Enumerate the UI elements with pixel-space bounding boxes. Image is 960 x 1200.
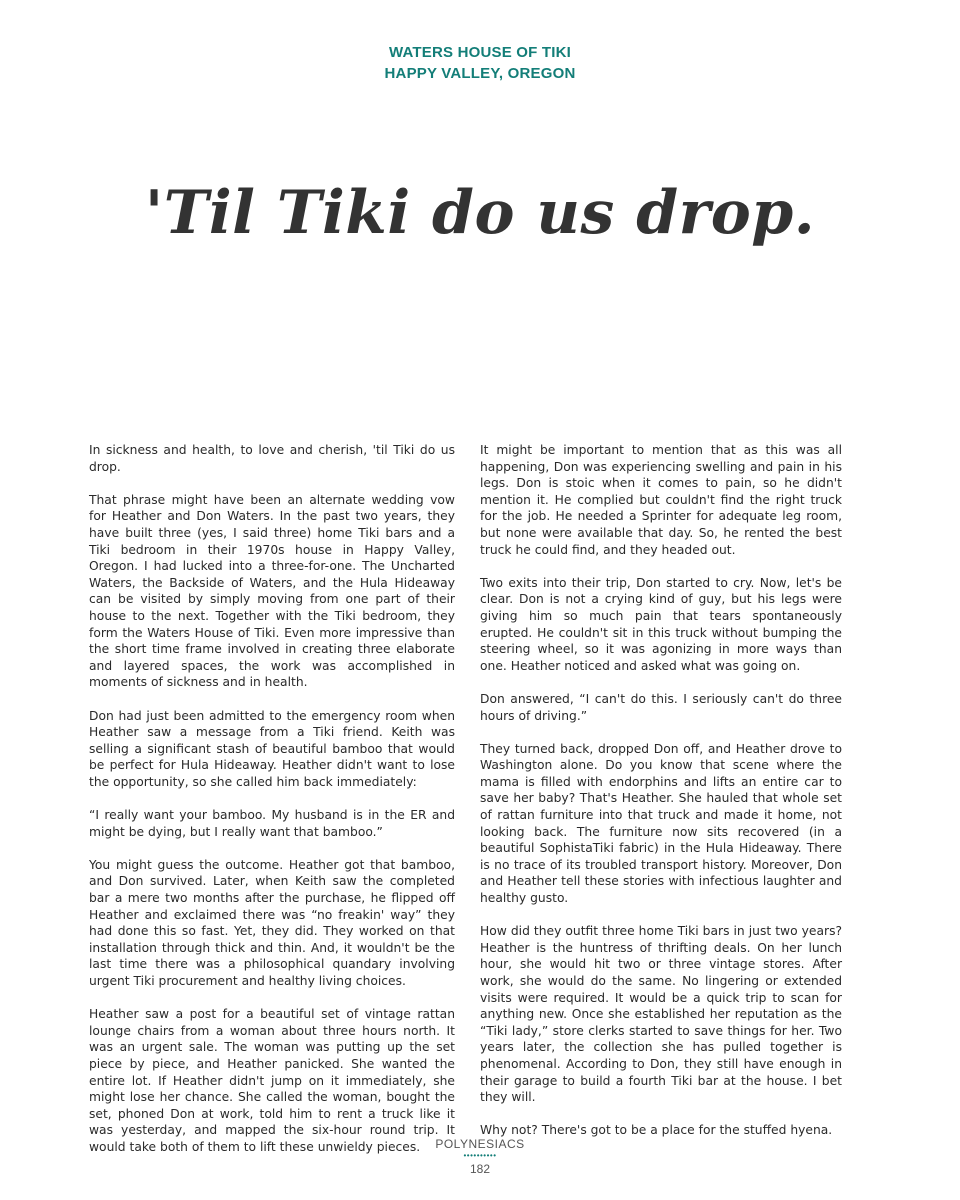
page-number: 182 [469, 1162, 491, 1176]
header-location-name: WATERS HOUSE OF TIKI [388, 44, 572, 61]
page-footer [0, 1136, 960, 1177]
paragraph: “I really want your bamboo. My husband is in the ER and might be dying, but I really want that bamboo.” [89, 808, 455, 839]
publication-name: POLYNESIACS [435, 1137, 525, 1151]
article-title: 'Til Tiki do us drop. [144, 178, 816, 248]
paragraph: In sickness and health, to love and cherish, 'til Tiki do us drop. [89, 443, 455, 474]
paragraph: Heather saw a post for a beautiful set of vintage rattan lounge chairs from a woman about three hours north. It was an urgent sale. The woman was putting up the set piece by piece, and Heather panicked. She wanted the entire lot. If Heather didn't jump on it immediately, she might lose her chance. She called the woman, bought the set, phoned Don at work, told him to rent a truck like it was yesterday, and mapped the six-hour round trip. It would take both of them to lift these unwieldy pieces. [89, 1007, 455, 1154]
paragraph: Why not? There's got to be a place for the stuffed hyena. [480, 1123, 833, 1138]
paragraph: It might be important to mention that as this was all happening, Don was experiencing swelling and pain in his legs. Don is stoic when it comes to pain, so he didn't mention it. He complied but couldn't find the right truck for the job. He needed a Sprinter for adequate leg room, but none were available that day. So, he rented the best truck he could find, and they headed out. [480, 443, 842, 557]
article-column-right [480, 442, 842, 1139]
paragraph: How did they outfit three home Tiki bars in just two years? Heather is the huntress of thrifting deals. On her lunch hour, she would hit two or three vintage stores. After work, she would do the same. No lingering or extended visits were required. It would be a quick trip to scan for anything new. Once she established her reputation as the “Tiki lady,” store clerks started to save things for her. Two years later, the collection she has pulled together is phenomenal. According to Don, they still have enough in their garage to build a fourth Tiki bar at the house. I bet they will. [480, 924, 842, 1105]
paragraph: Two exits into their trip, Don started to cry. Now, let's be clear. Don is not a crying kind of guy, but his legs were giving him so much pain that tears spontaneously erupted. He couldn't sit in this truck without bumping the steering wheel, so it was agonizing in more ways than one. Heather noticed and asked what was going on. [480, 575, 842, 673]
paragraph: You might guess the outcome. Heather got that bamboo, and Don survived. Later, when Keith saw the completed bar a mere two months after the purchase, he flipped off Heather and exclaimed there was “no freakin' way” they had done this so fast. Yet, they did. They worked on that installation through thick and thin. And, it wouldn't be the last time there was a philosophical quandary involving urgent Tiki procurement and healthy living choices. [89, 857, 455, 988]
paragraph: They turned back, dropped Don off, and Heather drove to Washington alone. Do you know that scene where the mama is filled with endorphins and lifts an entire car to save her baby? That's Heather. She hauled that whole set of rattan furniture into that truck and made it home, not looking back. The furniture now sits recovered (in a beautiful SophistaTiki fabric) in the Hula Hideaway. There is no trace of its troubled transport history. Moreover, Don and Heather tell these stories with infectious laughter and healthy gusto. [480, 741, 842, 906]
paragraph: Don had just been admitted to the emergency room when Heather saw a message from a Tiki friend. Keith was selling a significant stash of beautiful bamboo that would be perfect for Hula Hideaway. Heather didn't want to lose the opportunity, so she called him back immediately: [89, 708, 455, 789]
paragraph: Don answered, “I can't do this. I seriously can't do three hours of driving.” [480, 691, 842, 723]
section-header [0, 42, 960, 84]
header-location-city: HAPPY VALLEY, OREGON [384, 65, 576, 82]
article-column-left [89, 442, 455, 1156]
dot-divider: •••••••••• [463, 1151, 497, 1160]
paragraph: That phrase might have been an alternate wedding vow for Heather and Don Waters. In the past two years, they have built three (yes, I said three) home Tiki bars and a Tiki bedroom in their 1970s house in Happy Valley, Oregon. I had lucked into a three-for-one. The Uncharted Waters, the Backside of Waters, and the Hula Hideaway can be visited by simply moving from one part of their house to the next. Together with the Tiki bedroom, they form the Waters House of Tiki. Even more impressive than the short time frame involved in creating three elaborate and layered spaces, the work was accomplished in moments of sickness and in health. [89, 492, 455, 690]
